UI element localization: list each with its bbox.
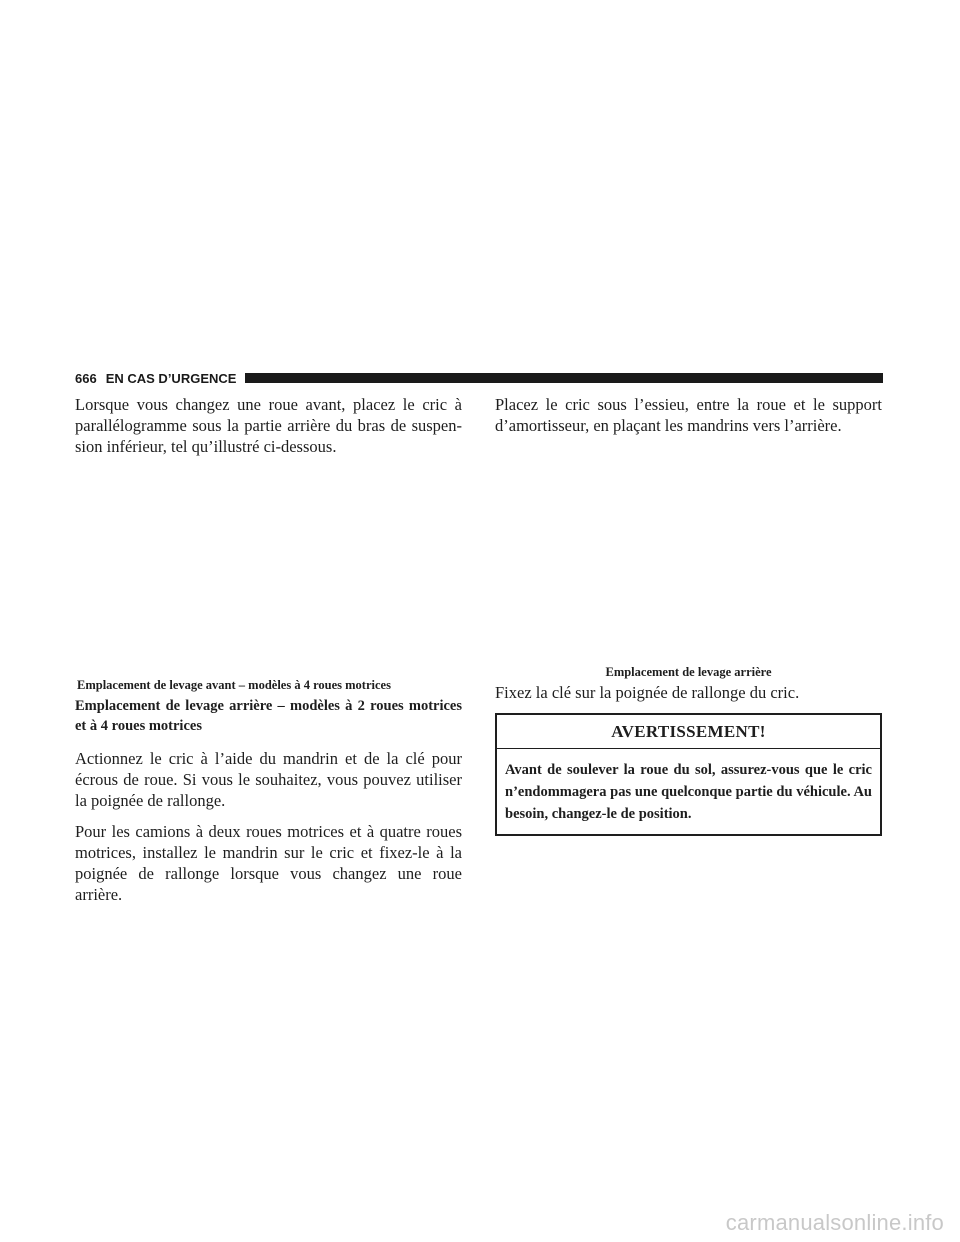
warning-text: Avant de soulever la roue du sol, assurez-vous que le cric n’endommagera pas une quelconque partie du véhicule. Au besoin, changez-le de position. <box>505 762 872 822</box>
left-paragraph-1: Actionnez le cric à l’aide du mandrin et de la clé pour écrous de roue. Si vous le souhaitez, vous pouvez utiliser la poignée de rallonge. <box>75 749 462 810</box>
right-column <box>495 394 882 836</box>
rear-lift-caption: Emplacement de levage arrière <box>605 665 772 679</box>
left-paragraph-2: Pour les camions à deux roues motrices et à quatre roues motrices, installez le mandrin sur le cric et fixez-le à la poignée de rallonge lorsque vous changez une roue arrière. <box>75 822 462 904</box>
right-paragraph-1: Fixez la clé sur la poignée de rallonge du cric. <box>495 683 800 702</box>
section-title: EN CAS D’URGENCE <box>105 370 237 386</box>
front-lift-caption: Emplacement de levage avant – modèles à 4 roues motrices <box>77 678 391 692</box>
warning-box <box>495 713 882 836</box>
page-header <box>75 370 883 386</box>
header-rule <box>245 373 883 383</box>
right-intro-paragraph: Placez le cric sous l’essieu, entre la roue et le support d’amortisseur, en plaçant les mandrins vers l’arrière. <box>495 395 882 435</box>
watermark: carmanualsonline.info <box>725 1210 944 1235</box>
left-column <box>75 394 462 905</box>
left-intro-paragraph: Lorsque vous changez une roue avant, placez le cric à parallélogramme sous la partie arrière du bras de suspen-sion inférieur, tel qu’illustré ci-dessous. <box>75 395 462 456</box>
warning-title: AVERTISSEMENT! <box>497 715 880 749</box>
rear-lift-figure <box>495 436 882 664</box>
page-number: 666 <box>75 370 97 386</box>
front-lift-figure <box>75 457 462 677</box>
rear-lift-subheading: Emplacement de levage arrière – modèles à 2 roues motrices et à 4 roues motrices <box>75 698 462 734</box>
